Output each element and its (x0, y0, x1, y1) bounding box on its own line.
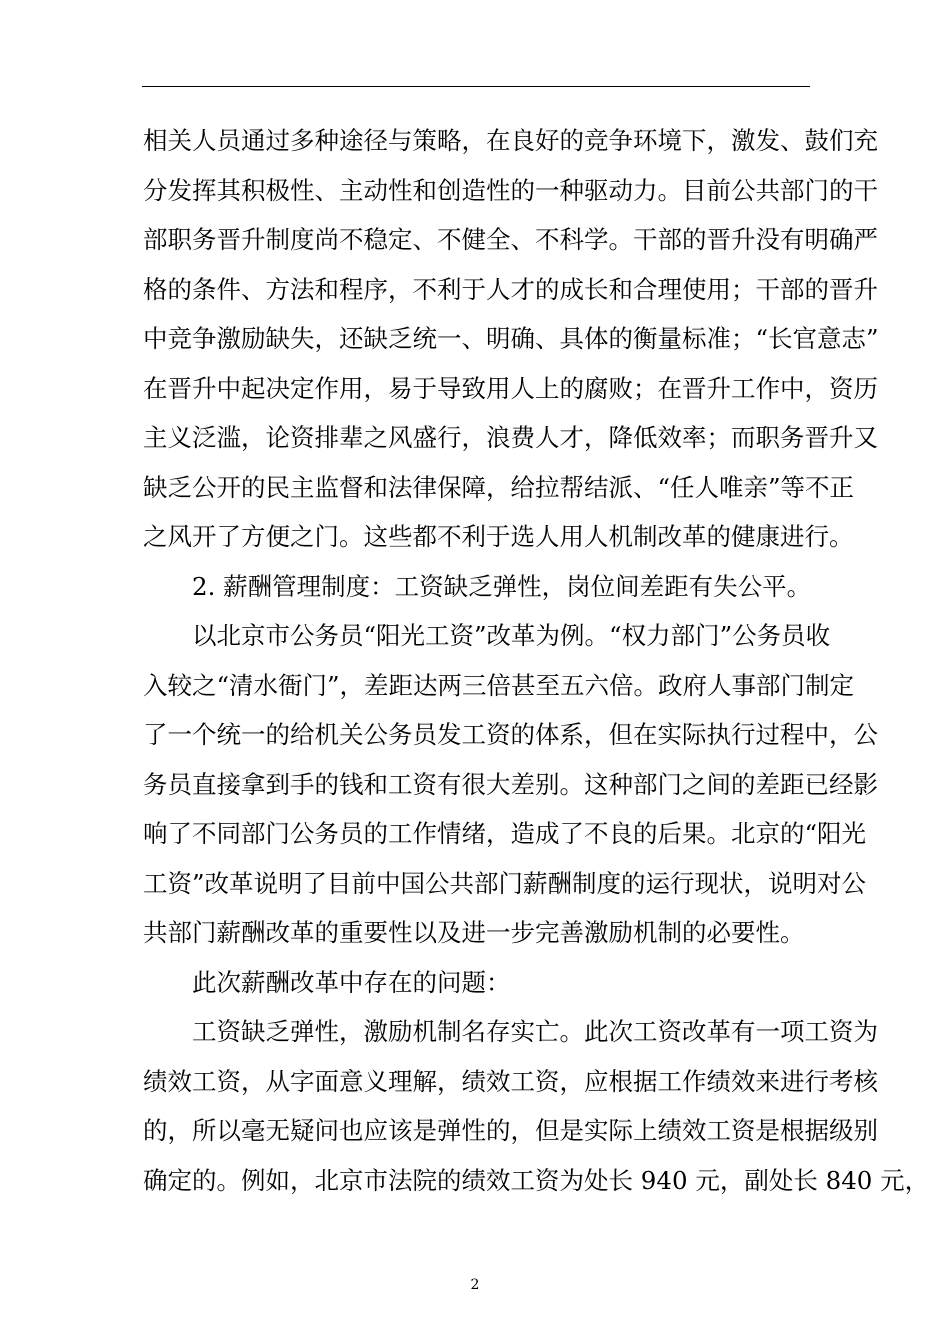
text-line: 响了不同部门公务员的工作情绪，造成了不良的后果。北京的“阳光 (143, 819, 867, 848)
text-line: 务员直接拿到手的钱和工资有很大差别。这种部门之间的差距已经影 (143, 769, 878, 799)
text-line: 入较之“清水衙门”，差距达两三倍甚至五六倍。政府人事部门制定 (143, 670, 855, 700)
text-line: 部职务晋升制度尚不稳定、不健全、不科学。干部的晋升没有明确严 (143, 225, 878, 254)
text-line: 主义泛滥，论资排辈之风盛行，浪费人才，降低效率；而职务晋升又 (143, 423, 878, 452)
text-line: 此次薪酬改革中存在的问题： (192, 967, 511, 997)
text-line: 的，所以毫无疑问也应该是弹性的，但是实际上绩效工资是根据级别 (143, 1116, 878, 1145)
text-line: 中竞争激励缺失，还缺乏统一、明确、具体的衡量标准；“长官意志” (143, 324, 879, 353)
text-line: 在晋升中起决定作用，易于导致用人上的腐败；在晋升工作中，资历 (143, 373, 878, 403)
text-line: 之风开了方便之门。这些都不利于选人用人机制改革的健康进行。 (143, 522, 854, 551)
text-line: 绩效工资，从字面意义理解，绩效工资，应根据工作绩效来进行考核 (143, 1066, 878, 1096)
text-line: 以北京市公务员“阳光工资”改革为例。“权力部门”公务员收 (192, 621, 831, 650)
text-line: 相关人员通过多种途径与策略，在良好的竞争环境下，激发、鼓们充 (143, 126, 878, 155)
body-text (143, 116, 930, 1205)
text-line: 工资”改革说明了目前中国公共部门薪酬制度的运行现状，说明对公 (143, 868, 867, 898)
text-line: 缺乏公开的民主监督和法律保障，给拉帮结派、“任人唯亲”等不正 (143, 472, 855, 502)
header-rule (142, 86, 810, 87)
text-line: 共部门薪酬改革的重要性以及进一步完善激励机制的必要性。 (143, 918, 805, 947)
text-line: 格的条件、方法和程序，不利于人才的成长和合理使用；干部的晋升 (143, 274, 878, 304)
text-line: 了一个统一的给机关公务员发工资的体系，但在实际执行过程中，公 (143, 720, 878, 749)
text-line: 2. 薪酬管理制度：工资缺乏弹性，岗位间差距有失公平。 (192, 571, 812, 601)
text-line: 工资缺乏弹性，激励机制名存实亡。此次工资改革有一项工资为 (192, 1017, 878, 1046)
page-number: 2 (470, 1277, 480, 1293)
text-line: 确定的。例如，北京市法院的绩效工资为处长 940 元，副处长 840 元， (143, 1165, 930, 1195)
text-line: 分发挥其积极性、主动性和创造性的一种驱动力。目前公共部门的干 (143, 175, 878, 205)
